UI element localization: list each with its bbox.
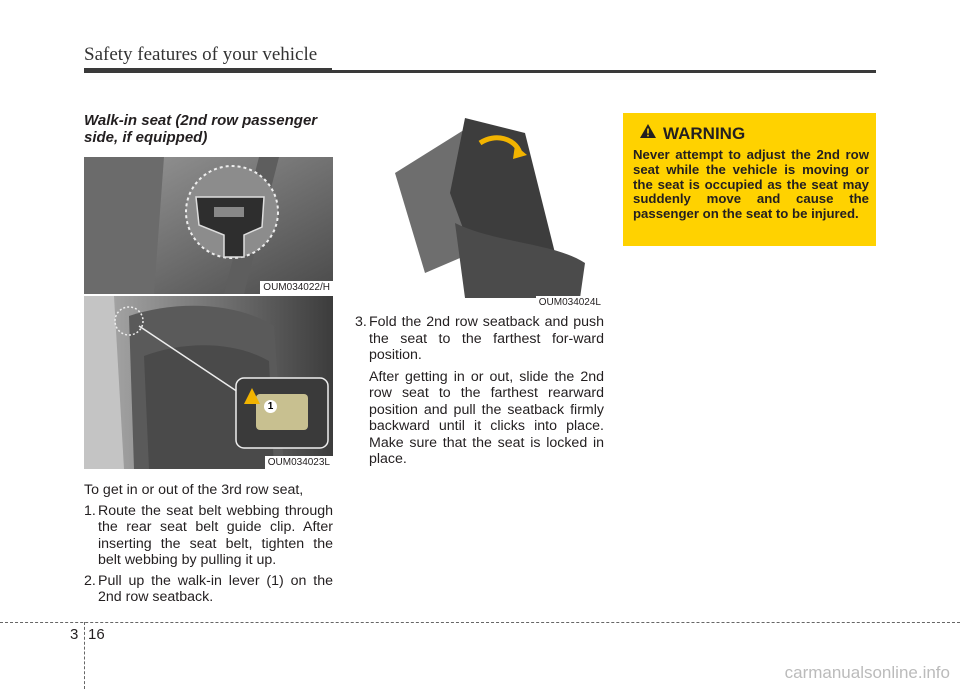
folded-seat-illustration: [355, 113, 604, 309]
rear-seat-illustration: [84, 296, 333, 469]
warning-triangle-icon: [639, 123, 657, 144]
step-2: [84, 573, 333, 606]
header-rule: [84, 70, 876, 73]
step-2-number: 2.: [84, 572, 96, 589]
step-2-text: Pull up the walk-in lever (1) on the 2nd row seatback.: [98, 572, 333, 605]
middle-column-text: [355, 314, 604, 468]
left-column-text: [84, 482, 333, 606]
step-1: [84, 503, 333, 569]
step-3-text: Fold the 2nd row seatback and push the seat to the farthest for-ward position.: [369, 314, 604, 363]
intro-text: To get in or out of the 3rd row seat,: [84, 482, 304, 498]
step-3-number: 3.: [355, 314, 367, 330]
step-3: [355, 314, 604, 364]
figure-3-label: OUM034024L: [536, 296, 604, 309]
figure-seat-belt-clip: [84, 157, 333, 294]
figure-2-label: OUM034023L: [265, 456, 333, 469]
warning-title-text: WARNING: [663, 123, 746, 143]
figure-rear-seat-lever: [84, 296, 333, 469]
warning-text: Never attempt to adjust the 2nd row seat while the vehicle is moving or the seat is occupied as the seat may suddenly move and cause the passenger on the seat to be injured.: [633, 147, 869, 222]
chapter-number: 3: [70, 626, 79, 643]
warning-box: [623, 113, 876, 246]
watermark: carmanualsonline.info: [784, 663, 950, 682]
warning-title: [639, 123, 745, 144]
callout-number-badge: 1: [264, 400, 277, 413]
footer-vertical-divider: [84, 622, 85, 689]
figure-folded-seatback: [355, 113, 604, 309]
footer-divider: [0, 622, 960, 623]
figure-1-label: OUM034022/H: [260, 281, 333, 294]
step-1-number: 1.: [84, 502, 96, 519]
section-subheading: Walk-in seat (2nd row passenger side, if equipped): [84, 112, 318, 146]
page-header-title: Safety features of your vehicle: [84, 44, 318, 65]
seat-belt-clip-illustration: [84, 157, 333, 294]
after-text: After getting in or out, slide the 2nd row seat to the farthest rearward position and pull the seatback firmly backward until it clicks into place. Make sure that the seat is locked in place.: [369, 368, 604, 467]
step-1-text: Route the seat belt webbing through the rear seat belt guide clip. After inserting the seat belt, tighten the belt webbing by pulling it up.: [98, 502, 333, 568]
page-number: 16: [88, 626, 105, 643]
